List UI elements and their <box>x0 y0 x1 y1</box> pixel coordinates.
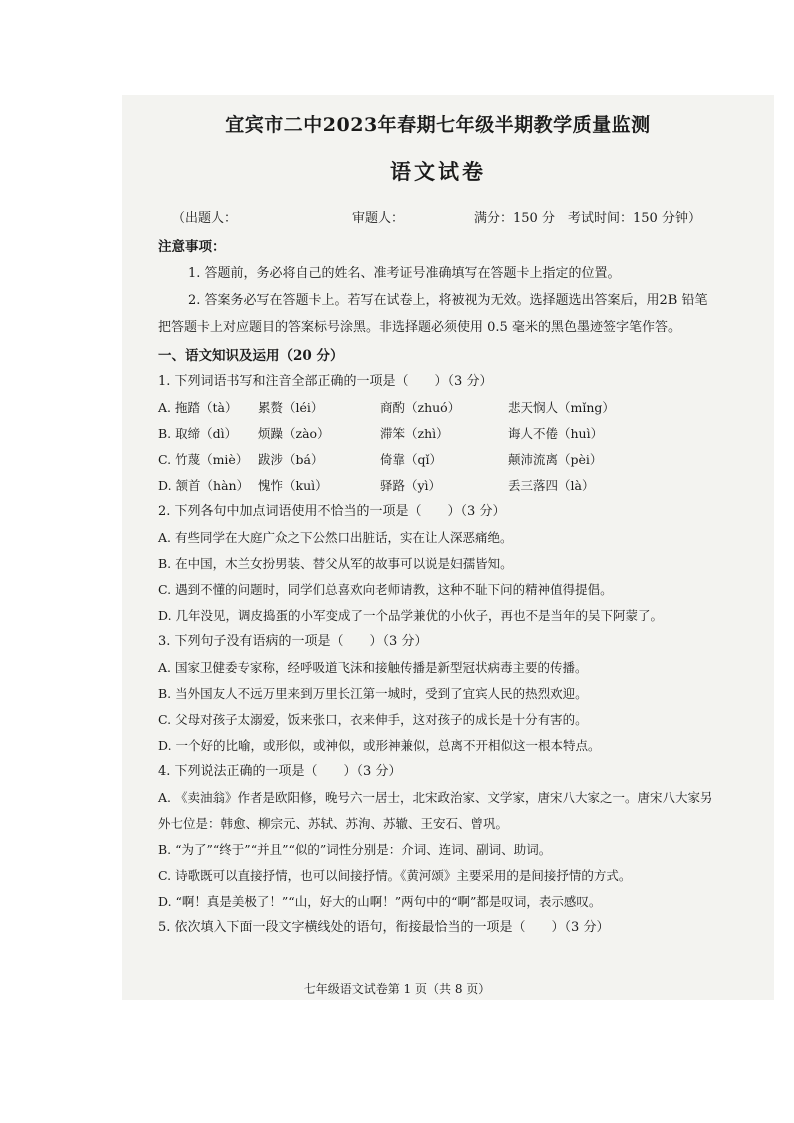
page-footer: 七年级语文试卷第 1 页（共 8 页） <box>303 982 491 996</box>
word-cell: 驿路（yì） <box>380 478 442 493</box>
note-item: 1. 答题前，务必将自己的姓名、准考证号准确填写在答题卡上指定的位置。 <box>188 266 621 281</box>
section-heading: 一、语文知识及运用（20 分） <box>158 348 344 364</box>
question-3-stem: 3. 下列句子没有语病的一项是（ ）（3 分） <box>158 634 428 649</box>
word-cell: 诲人不倦（huì） <box>508 426 604 441</box>
word-cell: 跋涉（bá） <box>258 452 324 467</box>
note-item: 2. 答案务必写在答题卡上。若写在试卷上，将被视为无效。选择题选出答案后，用2B 铅笔把答题卡上对应题目的答案标号涂黑。非选择题必须使用 0.5 毫米的黑色墨迹签字笔作答。 <box>158 293 708 335</box>
meta-time: 考试时间：150 分钟） <box>568 211 701 226</box>
word-cell: 烦躁（zào） <box>258 426 330 441</box>
word-cell: 丢三落四（là） <box>508 478 595 493</box>
question-3-option: C. 父母对孩子太溺爱，饭来张口，衣来伸手，这对孩子的成长是十分有害的。 <box>158 712 588 727</box>
word-cell: B. 取缔（dì） <box>158 426 238 441</box>
word-cell: D. 颔首（hàn） <box>158 478 250 493</box>
meta-reviewer: 审题人： <box>352 211 405 226</box>
question-4-option: B. “为了”“终于”“并且”“似的”词性分别是：介词、连词、副词、助词。 <box>158 842 552 857</box>
word-cell: 悲天悯人（mǐng） <box>508 400 615 415</box>
question-5-stem: 5. 依次填入下面一段文字横线处的语句，衔接最恰当的一项是（ ）（3 分） <box>158 920 610 935</box>
question-3-option: D. 一个好的比喻，或形似，或神似，或形神兼似，总离不开相似这一根本特点。 <box>158 738 601 753</box>
exam-content <box>158 108 718 941</box>
word-cell: 商酌（zhuó） <box>380 400 461 415</box>
question-1-stem: 1. 下列词语书写和注音全部正确的一项是（ ）（3 分） <box>158 374 493 389</box>
question-3-option: B. 当外国友人不远万里来到万里长江第一城时，受到了宜宾人民的热烈欢迎。 <box>158 686 588 701</box>
word-cell: 颠沛流离（pèi） <box>508 452 603 467</box>
question-1-row-a <box>158 395 718 421</box>
exam-meta <box>158 204 718 234</box>
meta-author: （出题人： <box>172 211 238 226</box>
word-cell: 愧怍（kuì） <box>258 478 328 493</box>
question-2-stem: 2. 下列各句中加点词语使用不恰当的一项是（ ）（3 分） <box>158 504 506 519</box>
word-cell: A. 拖踏（tà） <box>158 400 238 415</box>
question-3-option: A. 国家卫健委专家称，经呼吸道飞沫和接触传播是新型冠状病毒主要的传播。 <box>158 660 588 675</box>
question-2-option: B. 在中国，木兰女扮男装、替父从军的故事可以说是妇孺皆知。 <box>158 556 513 571</box>
question-2-option: C. 遇到不懂的问题时，同学们总喜欢向老师请教，这种不耻下问的精神值得提倡。 <box>158 582 613 597</box>
word-cell: 累赘（léi） <box>258 400 324 415</box>
question-1-row-d <box>158 473 718 499</box>
question-1-row-b <box>158 421 718 447</box>
notes-heading: 注意事项： <box>158 239 226 255</box>
question-4-option: D. “啊！真是美极了！”“山，好大的山啊！”两句中的“啊”都是叹词，表示感叹。 <box>158 894 602 909</box>
question-1-row-c <box>158 447 718 473</box>
question-2-option: A. 有些同学在大庭广众之下公然口出脏话，实在让人深恶痛绝。 <box>158 530 513 545</box>
question-2-option: D. 几年没见，调皮捣蛋的小军变成了一个品学兼优的小伙子，再也不是当年的吴下阿蒙了。 <box>158 608 664 623</box>
exam-subtitle: 语文试卷 <box>390 159 486 184</box>
question-4-option: C. 诗歌既可以直接抒情，也可以间接抒情。《黄河颂》主要采用的是间接抒情的方式。 <box>158 868 632 883</box>
exam-title: 宜宾市二中2023年春期七年级半期教学质量监测 <box>225 114 651 136</box>
word-cell: 滞笨（zhì） <box>380 426 449 441</box>
question-4-option: A. 《卖油翁》作者是欧阳修，晚号六一居士，北宋政治家、文学家，唐宋八大家之一。唐宋八大家另外七位是：韩愈、柳宗元、苏轼、苏洵、苏辙、王安石、曾巩。 <box>158 790 713 831</box>
word-cell: 倚靠（qǐ） <box>380 452 442 467</box>
meta-score: 满分：150 分 <box>474 211 555 226</box>
question-4-stem: 4. 下列说法正确的一项是（ ）（3 分） <box>158 764 402 779</box>
word-cell: C. 竹蔑（miè） <box>158 452 249 467</box>
